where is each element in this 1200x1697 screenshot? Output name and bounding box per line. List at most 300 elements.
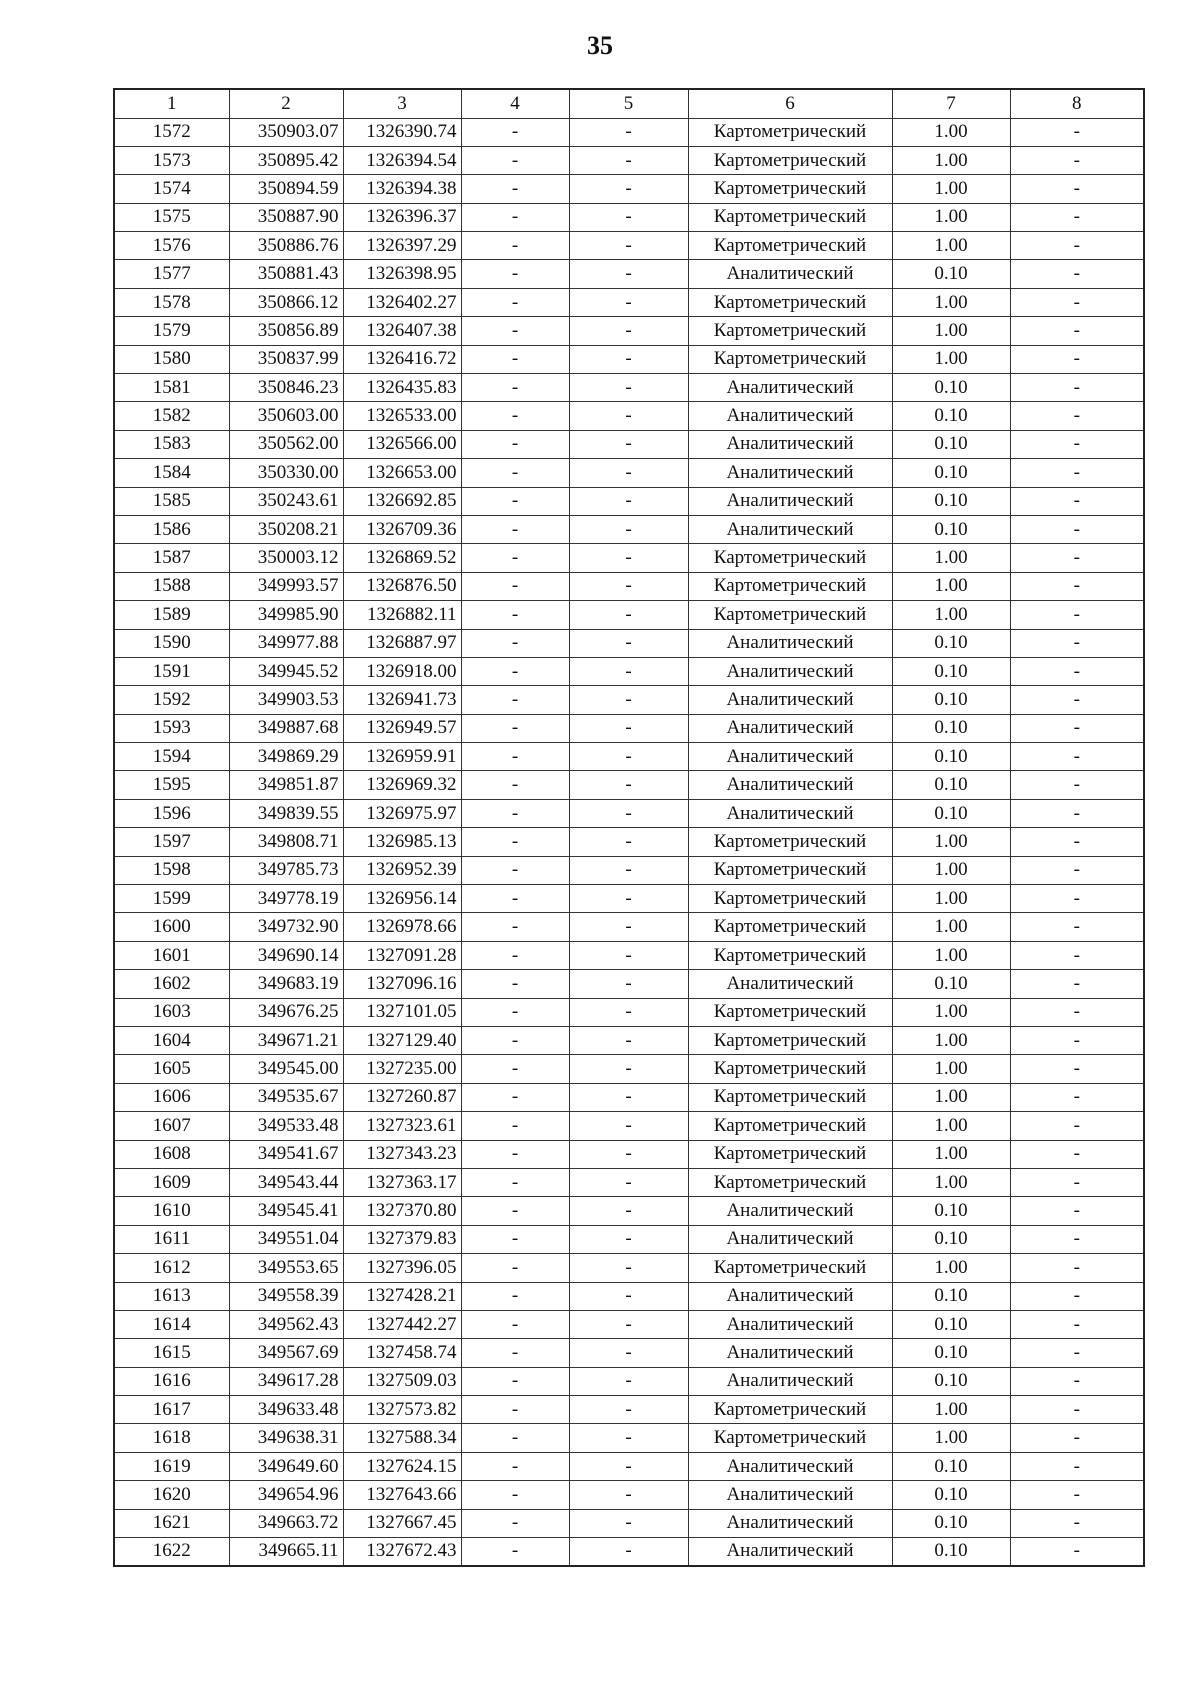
method-cell: Картометрический — [688, 232, 892, 260]
accuracy-cell: 0.10 — [892, 686, 1010, 714]
y-coordinate-cell: 1326975.97 — [343, 799, 461, 827]
method-cell: Картометрический — [688, 1027, 892, 1055]
column-4-cell: - — [461, 175, 569, 203]
y-coordinate-cell: 1327509.03 — [343, 1367, 461, 1395]
column-8-cell: - — [1010, 629, 1144, 657]
point-number-cell: 1614 — [114, 1310, 229, 1338]
point-number-cell: 1611 — [114, 1225, 229, 1253]
column-8-cell: - — [1010, 1197, 1144, 1225]
column-5-cell: - — [569, 260, 688, 288]
accuracy-cell: 0.10 — [892, 1509, 1010, 1537]
method-cell: Аналитический — [688, 1310, 892, 1338]
method-cell: Аналитический — [688, 459, 892, 487]
table-row — [114, 913, 1144, 941]
table-row — [114, 1254, 1144, 1282]
accuracy-cell: 1.00 — [892, 118, 1010, 146]
column-8-cell: - — [1010, 374, 1144, 402]
column-8-cell: - — [1010, 1396, 1144, 1424]
method-cell: Аналитический — [688, 657, 892, 685]
column-5-cell: - — [569, 146, 688, 174]
x-coordinate-cell: 349683.19 — [229, 970, 343, 998]
table-row — [114, 118, 1144, 146]
column-5-cell: - — [569, 374, 688, 402]
table-row — [114, 771, 1144, 799]
method-cell: Картометрический — [688, 856, 892, 884]
y-coordinate-cell: 1327624.15 — [343, 1452, 461, 1480]
column-5-cell: - — [569, 1225, 688, 1253]
column-5-cell: - — [569, 686, 688, 714]
page-number: 35 — [587, 31, 613, 60]
table-header-row — [114, 89, 1144, 118]
column-header: 8 — [1010, 89, 1144, 118]
column-8-cell: - — [1010, 799, 1144, 827]
method-cell: Аналитический — [688, 1509, 892, 1537]
point-number-cell: 1573 — [114, 146, 229, 174]
column-5-cell: - — [569, 1197, 688, 1225]
method-cell: Картометрический — [688, 146, 892, 174]
method-cell: Аналитический — [688, 1481, 892, 1509]
y-coordinate-cell: 1327343.23 — [343, 1140, 461, 1168]
method-cell: Картометрический — [688, 317, 892, 345]
point-number-cell: 1606 — [114, 1083, 229, 1111]
point-number-cell: 1599 — [114, 885, 229, 913]
point-number-cell: 1579 — [114, 317, 229, 345]
column-5-cell: - — [569, 1140, 688, 1168]
y-coordinate-cell: 1327379.83 — [343, 1225, 461, 1253]
x-coordinate-cell: 350881.43 — [229, 260, 343, 288]
method-cell: Аналитический — [688, 743, 892, 771]
point-number-cell: 1583 — [114, 430, 229, 458]
column-4-cell: - — [461, 544, 569, 572]
column-8-cell: - — [1010, 515, 1144, 543]
accuracy-cell: 1.00 — [892, 828, 1010, 856]
column-header: 6 — [688, 89, 892, 118]
method-cell: Картометрический — [688, 1140, 892, 1168]
point-number-cell: 1585 — [114, 487, 229, 515]
column-4-cell: - — [461, 1452, 569, 1480]
table-row — [114, 743, 1144, 771]
column-5-cell: - — [569, 487, 688, 515]
column-4-cell: - — [461, 970, 569, 998]
column-5-cell: - — [569, 317, 688, 345]
accuracy-cell: 1.00 — [892, 941, 1010, 969]
accuracy-cell: 1.00 — [892, 1254, 1010, 1282]
table-row — [114, 1168, 1144, 1196]
column-4-cell: - — [461, 1538, 569, 1566]
column-5-cell: - — [569, 572, 688, 600]
accuracy-cell: 1.00 — [892, 1112, 1010, 1140]
x-coordinate-cell: 349808.71 — [229, 828, 343, 856]
column-8-cell: - — [1010, 345, 1144, 373]
table-row — [114, 657, 1144, 685]
accuracy-cell: 0.10 — [892, 402, 1010, 430]
method-cell: Картометрический — [688, 1424, 892, 1452]
column-8-cell: - — [1010, 317, 1144, 345]
accuracy-cell: 1.00 — [892, 1168, 1010, 1196]
y-coordinate-cell: 1326918.00 — [343, 657, 461, 685]
y-coordinate-cell: 1327588.34 — [343, 1424, 461, 1452]
column-4-cell: - — [461, 1339, 569, 1367]
accuracy-cell: 0.10 — [892, 629, 1010, 657]
column-4-cell: - — [461, 1481, 569, 1509]
accuracy-cell: 0.10 — [892, 459, 1010, 487]
column-4-cell: - — [461, 1424, 569, 1452]
method-cell: Аналитический — [688, 374, 892, 402]
column-8-cell: - — [1010, 288, 1144, 316]
column-4-cell: - — [461, 1509, 569, 1537]
table-row — [114, 941, 1144, 969]
column-8-cell: - — [1010, 601, 1144, 629]
table-row — [114, 1339, 1144, 1367]
column-4-cell: - — [461, 260, 569, 288]
point-number-cell: 1581 — [114, 374, 229, 402]
column-4-cell: - — [461, 232, 569, 260]
column-4-cell: - — [461, 203, 569, 231]
accuracy-cell: 1.00 — [892, 1396, 1010, 1424]
y-coordinate-cell: 1326566.00 — [343, 430, 461, 458]
table-row — [114, 572, 1144, 600]
column-8-cell: - — [1010, 430, 1144, 458]
method-cell: Аналитический — [688, 260, 892, 288]
y-coordinate-cell: 1326876.50 — [343, 572, 461, 600]
method-cell: Картометрический — [688, 885, 892, 913]
table-row — [114, 1055, 1144, 1083]
x-coordinate-cell: 349671.21 — [229, 1027, 343, 1055]
y-coordinate-cell: 1326402.27 — [343, 288, 461, 316]
table-row — [114, 459, 1144, 487]
table-row — [114, 1481, 1144, 1509]
point-number-cell: 1613 — [114, 1282, 229, 1310]
point-number-cell: 1576 — [114, 232, 229, 260]
accuracy-cell: 1.00 — [892, 1424, 1010, 1452]
table-row — [114, 430, 1144, 458]
y-coordinate-cell: 1326398.95 — [343, 260, 461, 288]
x-coordinate-cell: 349545.00 — [229, 1055, 343, 1083]
x-coordinate-cell: 349985.90 — [229, 601, 343, 629]
x-coordinate-cell: 349638.31 — [229, 1424, 343, 1452]
y-coordinate-cell: 1327672.43 — [343, 1538, 461, 1566]
x-coordinate-cell: 350895.42 — [229, 146, 343, 174]
column-5-cell: - — [569, 1083, 688, 1111]
x-coordinate-cell: 349562.43 — [229, 1310, 343, 1338]
point-number-cell: 1598 — [114, 856, 229, 884]
y-coordinate-cell: 1326952.39 — [343, 856, 461, 884]
accuracy-cell: 0.10 — [892, 714, 1010, 742]
x-coordinate-cell: 349869.29 — [229, 743, 343, 771]
column-5-cell: - — [569, 1452, 688, 1480]
column-8-cell: - — [1010, 487, 1144, 515]
y-coordinate-cell: 1326390.74 — [343, 118, 461, 146]
column-8-cell: - — [1010, 686, 1144, 714]
x-coordinate-cell: 349558.39 — [229, 1282, 343, 1310]
table-row — [114, 146, 1144, 174]
column-8-cell: - — [1010, 1027, 1144, 1055]
method-cell: Аналитический — [688, 714, 892, 742]
point-number-cell: 1592 — [114, 686, 229, 714]
column-5-cell: - — [569, 345, 688, 373]
column-8-cell: - — [1010, 771, 1144, 799]
column-4-cell: - — [461, 1396, 569, 1424]
point-number-cell: 1597 — [114, 828, 229, 856]
accuracy-cell: 0.10 — [892, 799, 1010, 827]
table-row — [114, 487, 1144, 515]
x-coordinate-cell: 350846.23 — [229, 374, 343, 402]
column-header: 5 — [569, 89, 688, 118]
point-number-cell: 1577 — [114, 260, 229, 288]
table-row — [114, 260, 1144, 288]
y-coordinate-cell: 1327643.66 — [343, 1481, 461, 1509]
y-coordinate-cell: 1327442.27 — [343, 1310, 461, 1338]
table-row — [114, 1509, 1144, 1537]
column-5-cell: - — [569, 1112, 688, 1140]
table-row — [114, 856, 1144, 884]
x-coordinate-cell: 349541.67 — [229, 1140, 343, 1168]
accuracy-cell: 1.00 — [892, 544, 1010, 572]
y-coordinate-cell: 1326397.29 — [343, 232, 461, 260]
x-coordinate-cell: 349839.55 — [229, 799, 343, 827]
table-row — [114, 629, 1144, 657]
column-4-cell: - — [461, 941, 569, 969]
x-coordinate-cell: 349945.52 — [229, 657, 343, 685]
column-8-cell: - — [1010, 1254, 1144, 1282]
method-cell: Аналитический — [688, 1538, 892, 1566]
method-cell: Картометрический — [688, 203, 892, 231]
point-number-cell: 1580 — [114, 345, 229, 373]
column-4-cell: - — [461, 998, 569, 1026]
column-8-cell: - — [1010, 913, 1144, 941]
accuracy-cell: 0.10 — [892, 515, 1010, 543]
x-coordinate-cell: 349851.87 — [229, 771, 343, 799]
x-coordinate-cell: 349551.04 — [229, 1225, 343, 1253]
method-cell: Аналитический — [688, 1367, 892, 1395]
table-row — [114, 686, 1144, 714]
point-number-cell: 1622 — [114, 1538, 229, 1566]
column-8-cell: - — [1010, 1225, 1144, 1253]
table-row — [114, 232, 1144, 260]
column-5-cell: - — [569, 771, 688, 799]
accuracy-cell: 0.10 — [892, 1310, 1010, 1338]
accuracy-cell: 1.00 — [892, 572, 1010, 600]
method-cell: Картометрический — [688, 175, 892, 203]
column-4-cell: - — [461, 913, 569, 941]
column-5-cell: - — [569, 288, 688, 316]
method-cell: Аналитический — [688, 1452, 892, 1480]
column-8-cell: - — [1010, 1083, 1144, 1111]
table-row — [114, 1027, 1144, 1055]
method-cell: Картометрический — [688, 1168, 892, 1196]
point-number-cell: 1608 — [114, 1140, 229, 1168]
x-coordinate-cell: 349690.14 — [229, 941, 343, 969]
x-coordinate-cell: 350866.12 — [229, 288, 343, 316]
column-5-cell: - — [569, 828, 688, 856]
column-4-cell: - — [461, 1112, 569, 1140]
column-4-cell: - — [461, 317, 569, 345]
column-5-cell: - — [569, 998, 688, 1026]
column-8-cell: - — [1010, 1481, 1144, 1509]
accuracy-cell: 0.10 — [892, 657, 1010, 685]
table-row — [114, 1083, 1144, 1111]
column-8-cell: - — [1010, 941, 1144, 969]
accuracy-cell: 1.00 — [892, 1027, 1010, 1055]
point-number-cell: 1616 — [114, 1367, 229, 1395]
column-5-cell: - — [569, 970, 688, 998]
column-4-cell: - — [461, 487, 569, 515]
column-8-cell: - — [1010, 260, 1144, 288]
y-coordinate-cell: 1326394.38 — [343, 175, 461, 203]
method-cell: Картометрический — [688, 941, 892, 969]
column-header: 2 — [229, 89, 343, 118]
point-number-cell: 1596 — [114, 799, 229, 827]
x-coordinate-cell: 349903.53 — [229, 686, 343, 714]
x-coordinate-cell: 349676.25 — [229, 998, 343, 1026]
point-number-cell: 1590 — [114, 629, 229, 657]
method-cell: Картометрический — [688, 828, 892, 856]
column-4-cell: - — [461, 686, 569, 714]
column-5-cell: - — [569, 629, 688, 657]
method-cell: Аналитический — [688, 1339, 892, 1367]
point-number-cell: 1594 — [114, 743, 229, 771]
accuracy-cell: 0.10 — [892, 487, 1010, 515]
column-5-cell: - — [569, 1481, 688, 1509]
column-5-cell: - — [569, 232, 688, 260]
accuracy-cell: 0.10 — [892, 1367, 1010, 1395]
column-4-cell: - — [461, 828, 569, 856]
column-8-cell: - — [1010, 998, 1144, 1026]
point-number-cell: 1612 — [114, 1254, 229, 1282]
column-8-cell: - — [1010, 1140, 1144, 1168]
accuracy-cell: 1.00 — [892, 146, 1010, 174]
table-row — [114, 288, 1144, 316]
column-4-cell: - — [461, 515, 569, 543]
accuracy-cell: 0.10 — [892, 1452, 1010, 1480]
x-coordinate-cell: 349977.88 — [229, 629, 343, 657]
column-8-cell: - — [1010, 856, 1144, 884]
method-cell: Картометрический — [688, 1112, 892, 1140]
y-coordinate-cell: 1326969.32 — [343, 771, 461, 799]
point-number-cell: 1619 — [114, 1452, 229, 1480]
x-coordinate-cell: 350208.21 — [229, 515, 343, 543]
method-cell: Картометрический — [688, 998, 892, 1026]
table-row — [114, 799, 1144, 827]
column-4-cell: - — [461, 1168, 569, 1196]
y-coordinate-cell: 1327091.28 — [343, 941, 461, 969]
accuracy-cell: 1.00 — [892, 1083, 1010, 1111]
point-number-cell: 1610 — [114, 1197, 229, 1225]
accuracy-cell: 1.00 — [892, 175, 1010, 203]
column-5-cell: - — [569, 714, 688, 742]
table-row — [114, 402, 1144, 430]
table-row — [114, 1140, 1144, 1168]
x-coordinate-cell: 350856.89 — [229, 317, 343, 345]
column-4-cell: - — [461, 402, 569, 430]
x-coordinate-cell: 349993.57 — [229, 572, 343, 600]
column-8-cell: - — [1010, 1509, 1144, 1537]
column-4-cell: - — [461, 856, 569, 884]
column-4-cell: - — [461, 629, 569, 657]
column-header: 4 — [461, 89, 569, 118]
table-row — [114, 998, 1144, 1026]
y-coordinate-cell: 1326709.36 — [343, 515, 461, 543]
column-8-cell: - — [1010, 232, 1144, 260]
column-5-cell: - — [569, 118, 688, 146]
x-coordinate-cell: 350894.59 — [229, 175, 343, 203]
accuracy-cell: 1.00 — [892, 317, 1010, 345]
column-8-cell: - — [1010, 118, 1144, 146]
column-8-cell: - — [1010, 1168, 1144, 1196]
column-5-cell: - — [569, 885, 688, 913]
table-row — [114, 544, 1144, 572]
method-cell: Аналитический — [688, 515, 892, 543]
method-cell: Аналитический — [688, 430, 892, 458]
table-row — [114, 601, 1144, 629]
table-row — [114, 1538, 1144, 1566]
point-number-cell: 1602 — [114, 970, 229, 998]
accuracy-cell: 1.00 — [892, 856, 1010, 884]
column-5-cell: - — [569, 941, 688, 969]
accuracy-cell: 1.00 — [892, 998, 1010, 1026]
column-header: 1 — [114, 89, 229, 118]
column-4-cell: - — [461, 146, 569, 174]
table-row — [114, 1225, 1144, 1253]
table-row — [114, 1396, 1144, 1424]
point-number-cell: 1604 — [114, 1027, 229, 1055]
accuracy-cell: 0.10 — [892, 1197, 1010, 1225]
point-number-cell: 1589 — [114, 601, 229, 629]
y-coordinate-cell: 1327101.05 — [343, 998, 461, 1026]
x-coordinate-cell: 349633.48 — [229, 1396, 343, 1424]
x-coordinate-cell: 349778.19 — [229, 885, 343, 913]
point-number-cell: 1593 — [114, 714, 229, 742]
y-coordinate-cell: 1327235.00 — [343, 1055, 461, 1083]
accuracy-cell: 0.10 — [892, 1339, 1010, 1367]
column-5-cell: - — [569, 1027, 688, 1055]
column-5-cell: - — [569, 544, 688, 572]
column-5-cell: - — [569, 1168, 688, 1196]
accuracy-cell: 1.00 — [892, 885, 1010, 913]
column-4-cell: - — [461, 1140, 569, 1168]
column-8-cell: - — [1010, 743, 1144, 771]
column-8-cell: - — [1010, 459, 1144, 487]
column-8-cell: - — [1010, 1339, 1144, 1367]
column-5-cell: - — [569, 657, 688, 685]
column-5-cell: - — [569, 175, 688, 203]
x-coordinate-cell: 349617.28 — [229, 1367, 343, 1395]
y-coordinate-cell: 1326394.54 — [343, 146, 461, 174]
table-body — [114, 118, 1144, 1566]
x-coordinate-cell: 349654.96 — [229, 1481, 343, 1509]
y-coordinate-cell: 1327396.05 — [343, 1254, 461, 1282]
y-coordinate-cell: 1326869.52 — [343, 544, 461, 572]
y-coordinate-cell: 1326978.66 — [343, 913, 461, 941]
column-8-cell: - — [1010, 1112, 1144, 1140]
accuracy-cell: 0.10 — [892, 1481, 1010, 1509]
point-number-cell: 1575 — [114, 203, 229, 231]
point-number-cell: 1618 — [114, 1424, 229, 1452]
column-4-cell: - — [461, 118, 569, 146]
method-cell: Картометрический — [688, 1254, 892, 1282]
table-row — [114, 1452, 1144, 1480]
accuracy-cell: 1.00 — [892, 203, 1010, 231]
column-4-cell: - — [461, 601, 569, 629]
accuracy-cell: 0.10 — [892, 1538, 1010, 1566]
table-row — [114, 175, 1144, 203]
method-cell: Аналитический — [688, 402, 892, 430]
column-header: 3 — [343, 89, 461, 118]
method-cell: Аналитический — [688, 799, 892, 827]
x-coordinate-cell: 350003.12 — [229, 544, 343, 572]
method-cell: Картометрический — [688, 913, 892, 941]
column-5-cell: - — [569, 515, 688, 543]
